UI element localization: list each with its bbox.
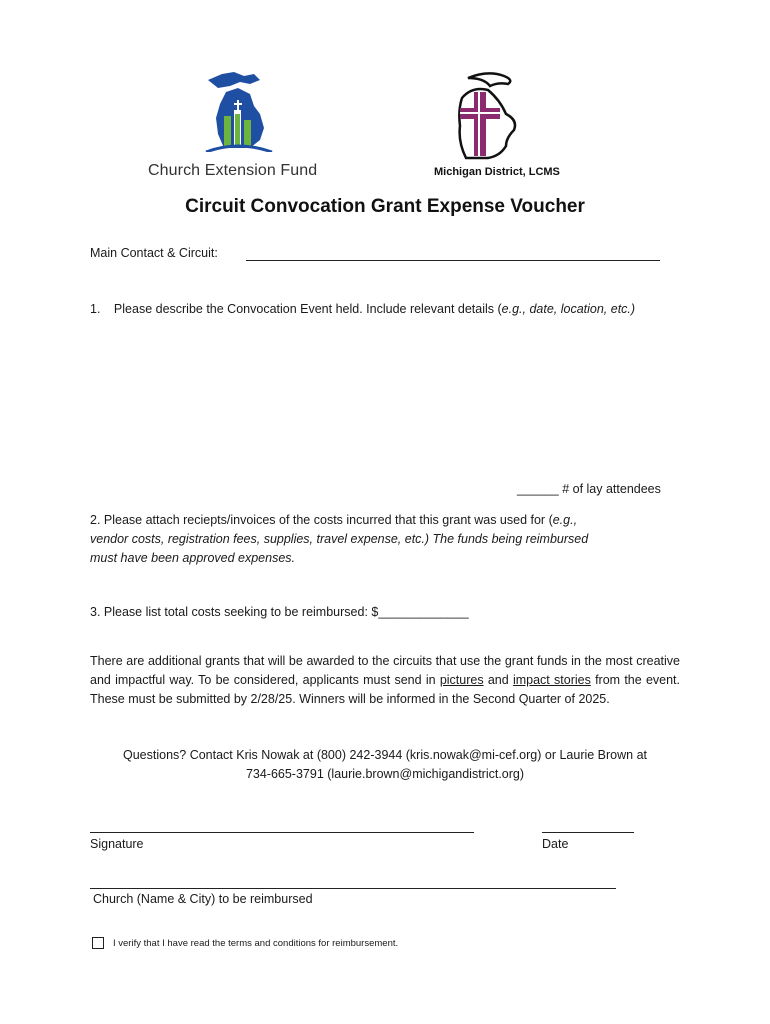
question-1-text: Please describe the Convocation Event held. Include relevant details (: [113, 302, 502, 316]
question-1-number: 1.: [90, 302, 101, 316]
total-costs-input[interactable]: _____________: [378, 605, 469, 619]
lay-attendees-label: # of lay attendees: [558, 482, 661, 496]
question-2-line2: vendor costs, registration fees, supplies, travel expense, etc.) The funds being reimbursed: [90, 532, 589, 546]
lay-attendees-row: [517, 482, 661, 496]
date-label: Date: [542, 837, 569, 851]
question-2-text: 2. Please attach reciepts/invoices of the costs incurred that this grant was used for (: [90, 513, 553, 527]
impact-stories-link: impact stories: [512, 673, 591, 687]
church-label: Church (Name & City) to be reimbursed: [93, 892, 313, 906]
question-3: [90, 605, 469, 619]
contact-line-2: 734-665-3791 (laurie.brown@michigandistrict.org): [245, 767, 525, 781]
cef-logo-text: Church Extension Fund: [148, 162, 318, 179]
michigan-district-logo: [428, 70, 558, 185]
church-extension-fund-logo: [144, 70, 334, 185]
question-3-text: 3. Please list total costs seeking to be reimbursed: $: [90, 605, 379, 619]
pictures-link: pictures: [439, 673, 484, 687]
church-line[interactable]: [90, 888, 616, 889]
question-2: [90, 511, 588, 568]
main-contact-input[interactable]: [246, 260, 660, 261]
contact-info: [90, 746, 680, 784]
question-1-italic: e.g., date, location, etc.): [501, 302, 636, 316]
michigan-map-icon: [204, 70, 274, 152]
date-line[interactable]: [542, 832, 634, 833]
contact-line-1: Questions? Contact Kris Nowak at (800) 242-3944 (kris.nowak@mi-cef.org) or Laurie Brown at: [122, 748, 648, 762]
michigan-cross-icon: [448, 70, 538, 162]
additional-text-1: There are additional grants that will be awarded to the circuits that use the grant funds in the most creative and impactful way. To be considered, applicants must send in: [90, 654, 680, 687]
event-description-area[interactable]: [90, 326, 680, 476]
signature-label: Signature: [90, 837, 144, 851]
additional-grants-paragraph: [90, 652, 680, 709]
main-contact-label: Main Contact & Circuit:: [90, 246, 218, 260]
verify-label: I verify that I have read the terms and conditions for reimbursement.: [113, 938, 399, 949]
md-logo-text: Michigan District, LCMS: [434, 166, 560, 178]
question-2-italic-eg: e.g.,: [552, 513, 578, 527]
page-title: Circuit Convocation Grant Expense Voucher: [185, 196, 585, 217]
verify-checkbox[interactable]: [92, 937, 104, 949]
signature-line[interactable]: [90, 832, 474, 833]
additional-text-2: from the event. These must be submitted by 2/28/25. Winners will be informed in the Second Quarter of 2025.: [90, 673, 681, 706]
main-contact-row: [90, 246, 218, 260]
additional-and: and: [483, 673, 513, 687]
lay-attendees-blank[interactable]: ______: [517, 482, 559, 496]
question-2-line3: must have been approved expenses.: [90, 551, 295, 565]
question-1: [90, 302, 635, 316]
